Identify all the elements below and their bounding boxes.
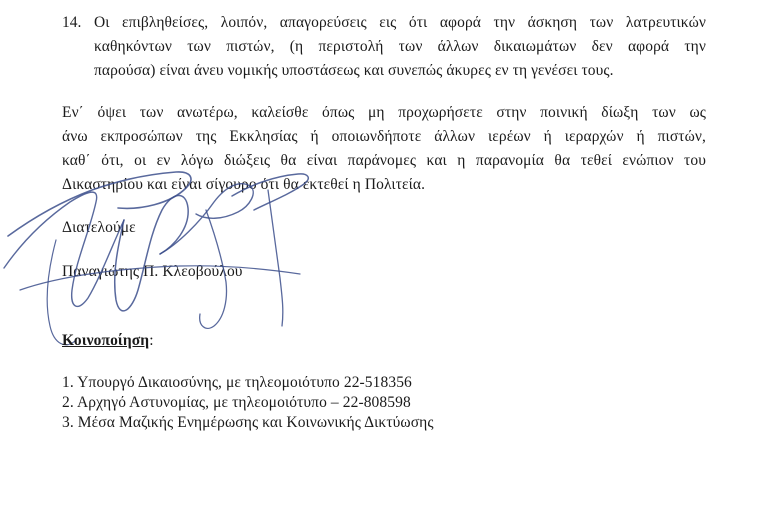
distribution-heading-label: Κοινοποίηση — [62, 332, 150, 349]
distribution-item-3: 3. Μέσα Μαζικής Ενημέρωσης και Κοινωνικής Δικτύωσης — [62, 414, 434, 431]
signatory-name: Παναγιώτης Π. Κλεοβούλου — [62, 263, 243, 280]
closing-line-4: Δικαστηρίου και είναι σίγουρο ότι θα εκτεθεί η Πολιτεία. — [62, 176, 426, 193]
distribution-heading — [62, 331, 154, 351]
distribution-item-1: 1. Υπουργό Δικαιοσύνης, με τηλεομοιότυπο 22-518356 — [62, 374, 412, 391]
paragraph-14-line-1: Οι επιβληθείσες, λοιπόν, απαγορεύσεις εις ότι αφορά την άσκηση των λατρευτικών — [94, 14, 706, 31]
paragraph-14-line-2: καθηκόντων των πιστών, (η περιστολή των άλλων δικαιωμάτων δεν αφορά την — [94, 38, 706, 55]
closing-line-2: άνω εκπροσώπων της Εκκλησίας ή οποιωνδήποτε άλλων ιερέων ή ιεραρχών ή πιστών, — [62, 128, 706, 145]
closing-line-3: καθ΄ ότι, οι εν λόγω διώξεις θα είναι παράνομες και η παρανομία θα τεθεί ενώπιον του — [62, 152, 706, 169]
closing-line-1: Εν΄ όψει των ανωτέρω, καλείσθε όπως μη προχωρήσετε στην ποινική δίωξη των ως — [62, 104, 706, 121]
salutation: Διατελούμε — [62, 219, 136, 236]
paragraph-14-line-3: παρούσα) είναι άνευ νομικής υποστάσεως και συνεπώς άκυρες εν τη γενέσει τους. — [94, 62, 614, 79]
distribution-item-2: 2. Αρχηγό Αστυνομίας, με τηλεομοιότυπο – 22-808598 — [62, 394, 411, 411]
paragraph-number: 14. — [62, 14, 82, 31]
distribution-heading-colon: : — [149, 332, 154, 349]
